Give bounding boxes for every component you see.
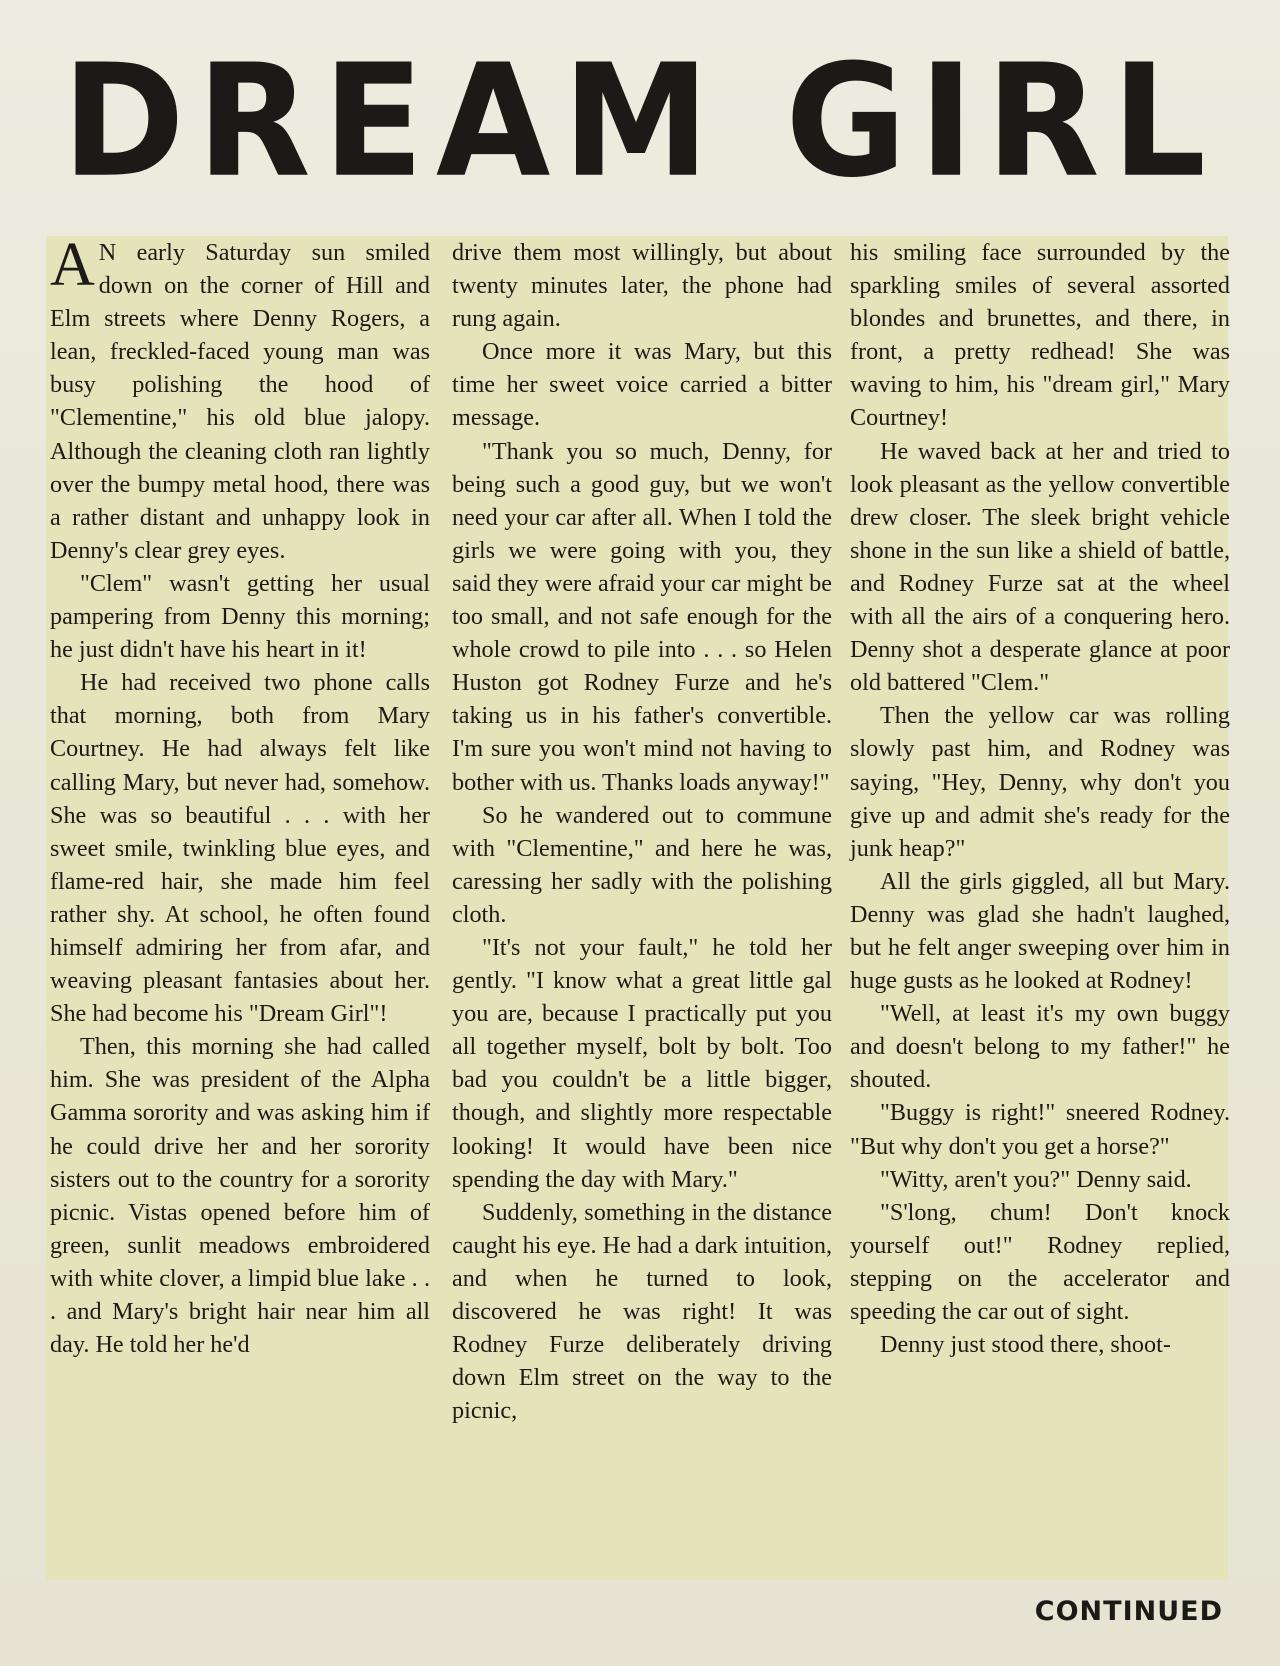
story-title: DREAM GIRL [61, 30, 1219, 212]
story-body [46, 231, 1230, 1580]
paragraph: Then the yellow car was rolling slowly past him, and Rodney was saying, "Hey, Denny, why don't you give up and admit she's ready for the junk heap?" [850, 702, 1230, 862]
paragraph: "S'long, chum! Don't knock yourself out!" Rodney replied, stepping on the accelerator and speeding the car out of sight. [850, 1198, 1230, 1325]
paragraph: "Clem" wasn't getting her usual pampering from Denny this morning; he just didn't have his heart in it! [50, 569, 430, 664]
paragraph: Suddenly, something in the distance caught his eye. He had a dark intuition, and when he turned to look, discovered he was right! It was Rodney Furze deliberately driving down Elm street on the way to the picnic, [452, 1198, 832, 1425]
continued-label: CONTINUED [1034, 1596, 1223, 1627]
drop-cap-lead: N [98, 239, 117, 266]
paragraph: So he wandered out to commune with "Clementine," and here he was, caressing her sadly with the polishing cloth. [452, 801, 832, 928]
text-column-3 [850, 236, 1230, 1361]
paragraph: He had received two phone calls that morning, both from Mary Courtney. He had always felt like calling Mary, but never had, somehow. She was so beautiful . . . with her sweet smile, twinkling blue eyes, and flame-red hair, she made him feel rather shy. At school, he often found himself admiring her from afar, and weaving pleasant fantasies about her. She had become his "Dream Girl"! [50, 669, 430, 1028]
paragraph: "Well, at least it's my own buggy and doesn't belong to my father!" he shouted. [850, 1000, 1230, 1094]
paragraph: Then, this morning she had called him. She was president of the Alpha Gamma sorority and was asking him if he could drive her and her sorority sisters out to the country for a sorority picnic. Vistas opened before him of green, sunlit meadows embroidered with white clover, a limpid blue lake . . . and Mary's bright hair near him all day. He told her he'd [50, 1033, 430, 1359]
paragraph-text: early Saturday sun smiled down on the corner of Hill and Elm streets where Denny Rogers, a lean, freckled-faced young man was busy polishing the hood of "Clementine," his old blue jalopy. Although the cleaning cloth ran lightly over the bumpy metal hood, there was a rather distant and unhappy look in Denny's clear grey eyes. [50, 239, 430, 564]
paragraph [50, 231, 430, 567]
paragraph: "Thank you so much, Denny, for being such a good guy, but we won't need your car after all. When I told the girls we were going with you, they said they were afraid your car might be too small, and not safe enough for the whole crowd to pile into . . . so Helen Huston got Rodney Furze and he's taking us in his father's convertible. I'm sure you won't mind not having to bother with us. Thanks loads anyway!" [452, 437, 832, 796]
text-column-2 [452, 236, 832, 1427]
paragraph: Denny just stood there, shoot- [880, 1331, 1171, 1359]
paragraph: Once more it was Mary, but this time her sweet voice carried a bitter message. [452, 338, 832, 432]
paragraph: All the girls giggled, all but Mary. Denny was glad she hadn't laughed, but he felt anger sweeping over him in huge gusts as he looked at Rodney! [850, 867, 1230, 995]
text-column-1 [50, 231, 430, 1361]
paragraph: "It's not your fault," he told her gently. "I know what a great little gal you are, because I practically put you all together myself, bolt by bolt. Too bad you couldn't be a little bigger, though, and slightly more respectable looking! It would have been nice spending the day with Mary." [452, 933, 832, 1193]
paragraph: He waved back at her and tried to look pleasant as the yellow convertible drew closer. The sleek bright vehicle shone in the sun like a shield of battle, and Rodney Furze sat at the wheel with all the airs of a conquering hero. Denny shot a desperate glance at poor old battered "Clem." [850, 437, 1230, 697]
paragraph: "Buggy is right!" sneered Rodney. "But why don't you get a horse?" [850, 1099, 1230, 1160]
paragraph: his smiling face surrounded by the sparkling smiles of several assorted blondes and brunettes, and there, in front, a pretty redhead! She was waving to him, his "dream girl," Mary Courtney! [850, 239, 1230, 432]
paragraph: "Witty, aren't you?" Denny said. [880, 1165, 1192, 1193]
paragraph: drive them most willingly, but about twenty minutes later, the phone had rung again. [452, 239, 832, 333]
drop-cap: A [50, 231, 95, 299]
